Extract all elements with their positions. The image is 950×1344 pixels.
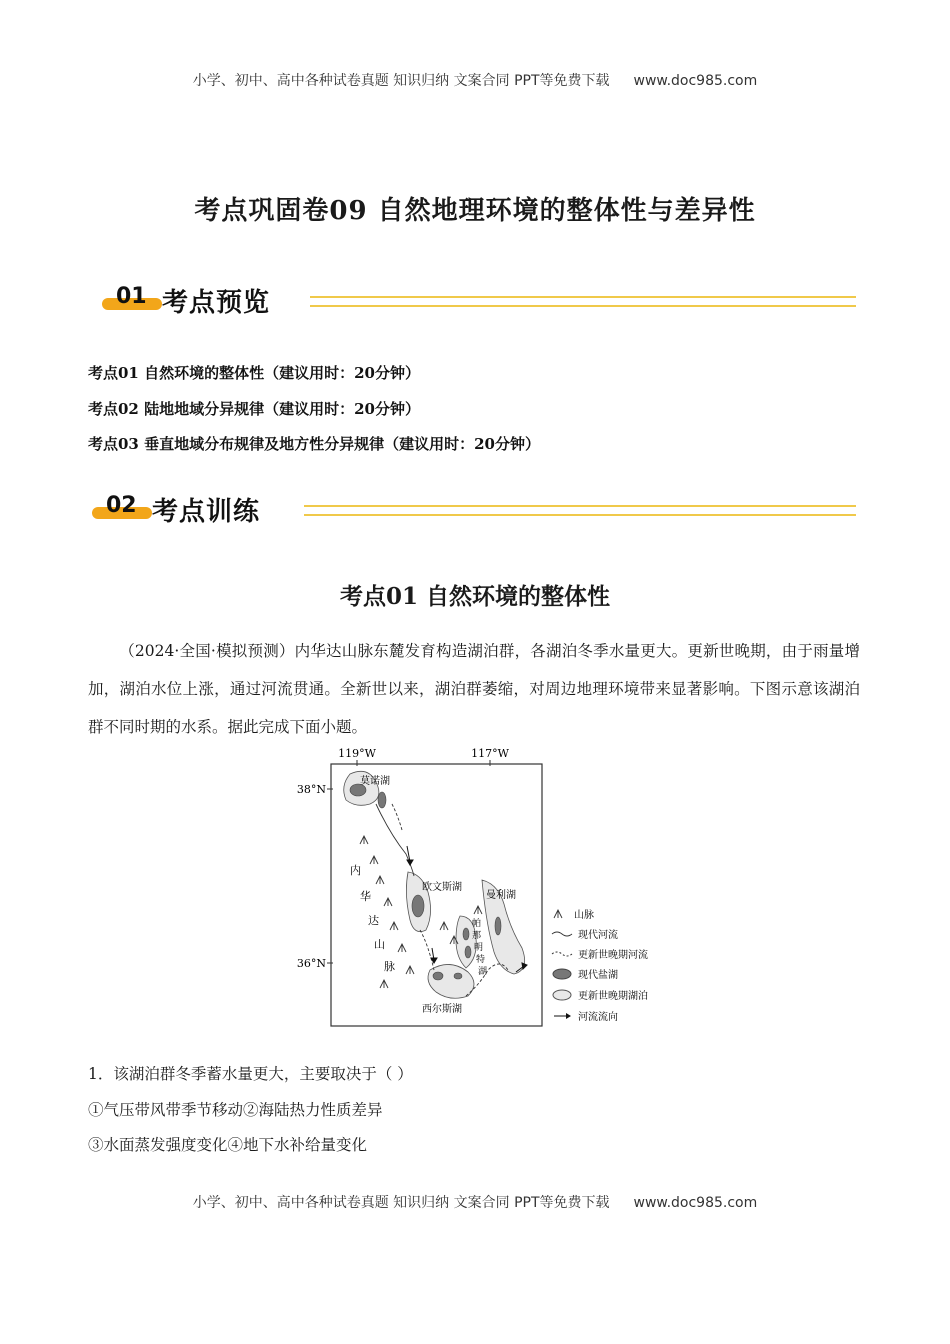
- lake-vertical-label: 帕: [472, 919, 482, 929]
- range-label: 脉: [384, 960, 395, 973]
- legend-salt-lake-icon: [553, 969, 571, 979]
- question-stem: 1．该湖泊群冬季蓄水量更大，主要取决于（ ）: [88, 1065, 413, 1083]
- footer-text: 小学、初中、高中各种试卷真题 知识归纳 文案合同 PPT等免费下载: [192, 1195, 610, 1211]
- legend-label: 河流流向: [578, 1012, 618, 1023]
- legend-label: 现代盐湖: [578, 970, 618, 981]
- lake-vertical-label: 特: [476, 955, 486, 965]
- section-heading-preview: [102, 282, 858, 322]
- lake-label: 欧文斯湖: [422, 882, 462, 893]
- lake-vertical-label: 明: [474, 943, 484, 953]
- passage-text: （2024·全国·模拟预测）内华达山脉东麓发育构造湖泊群，各湖泊冬季水量更大。更新世晚期，由于雨量增加，湖泊水位上涨，通过河流贯通。全新世以来，湖泊群萎缩，对周边地理环境带来显著影响。下图示意该湖泊群不同时期的水系。据此完成下面小题。: [88, 642, 860, 736]
- preview-item: 考点02 陆地地域分异规律（建议用时：20分钟）: [88, 400, 420, 418]
- section-number: 01: [116, 284, 147, 309]
- lake-label: 曼利湖: [486, 890, 516, 901]
- lat-label: 38°N: [296, 783, 326, 796]
- lon-label: 117°W: [471, 747, 509, 760]
- legend-old-river-icon: [552, 952, 572, 956]
- legend-mountain-icon: [554, 910, 562, 918]
- question-passage: [88, 632, 860, 746]
- section-rule: [304, 505, 856, 516]
- lat-label: 36°N: [296, 957, 326, 970]
- footer-url[interactable]: www.doc985.com: [633, 1195, 758, 1211]
- header-text: 小学、初中、高中各种试卷真题 知识归纳 文案合同 PPT等免费下载: [192, 73, 610, 89]
- page-header: [0, 70, 950, 90]
- subsection-title: 考点01 自然环境的整体性: [339, 583, 610, 610]
- section-number: 02: [106, 493, 137, 518]
- page-footer: [0, 1192, 950, 1212]
- legend-label: 更新世晚期湖泊: [578, 991, 648, 1002]
- legend-river-icon: [552, 932, 572, 936]
- section-label: 考点训练: [152, 497, 261, 527]
- legend-old-lake-icon: [553, 990, 571, 1000]
- question-options: ①气压带风带季节移动②海陆热力性质差异: [88, 1101, 383, 1119]
- range-label: 内: [350, 864, 361, 877]
- legend-label: 现代河流: [578, 930, 618, 941]
- lake-vertical-label: 那: [472, 931, 482, 941]
- legend-label: 山脉: [574, 910, 594, 921]
- range-label: 华: [360, 890, 371, 903]
- section-label: 考点预览: [162, 288, 271, 318]
- map-legend: [552, 908, 648, 1023]
- lake-system-map: [296, 744, 670, 1034]
- legend-label: 更新世晚期河流: [578, 950, 648, 961]
- lake-label: 西尔斯湖: [422, 1004, 462, 1015]
- question-options: ③水面蒸发强度变化④地下水补给量变化: [88, 1136, 368, 1154]
- lon-label: 119°W: [338, 747, 376, 760]
- page-title: 考点巩固卷09 自然地理环境的整体性与差异性: [194, 196, 756, 226]
- section-heading-training: [92, 491, 858, 531]
- range-label: 山: [374, 938, 385, 951]
- lake-vertical-label: 湖: [478, 967, 488, 977]
- header-url[interactable]: www.doc985.com: [633, 73, 758, 89]
- section-rule: [310, 296, 856, 307]
- preview-item: 考点03 垂直地域分布规律及地方性分异规律（建议用时：20分钟）: [88, 435, 540, 453]
- range-label: 达: [368, 914, 379, 927]
- preview-item: 考点01 自然环境的整体性（建议用时：20分钟）: [88, 364, 420, 382]
- lake-label: 莫诺湖: [360, 776, 390, 787]
